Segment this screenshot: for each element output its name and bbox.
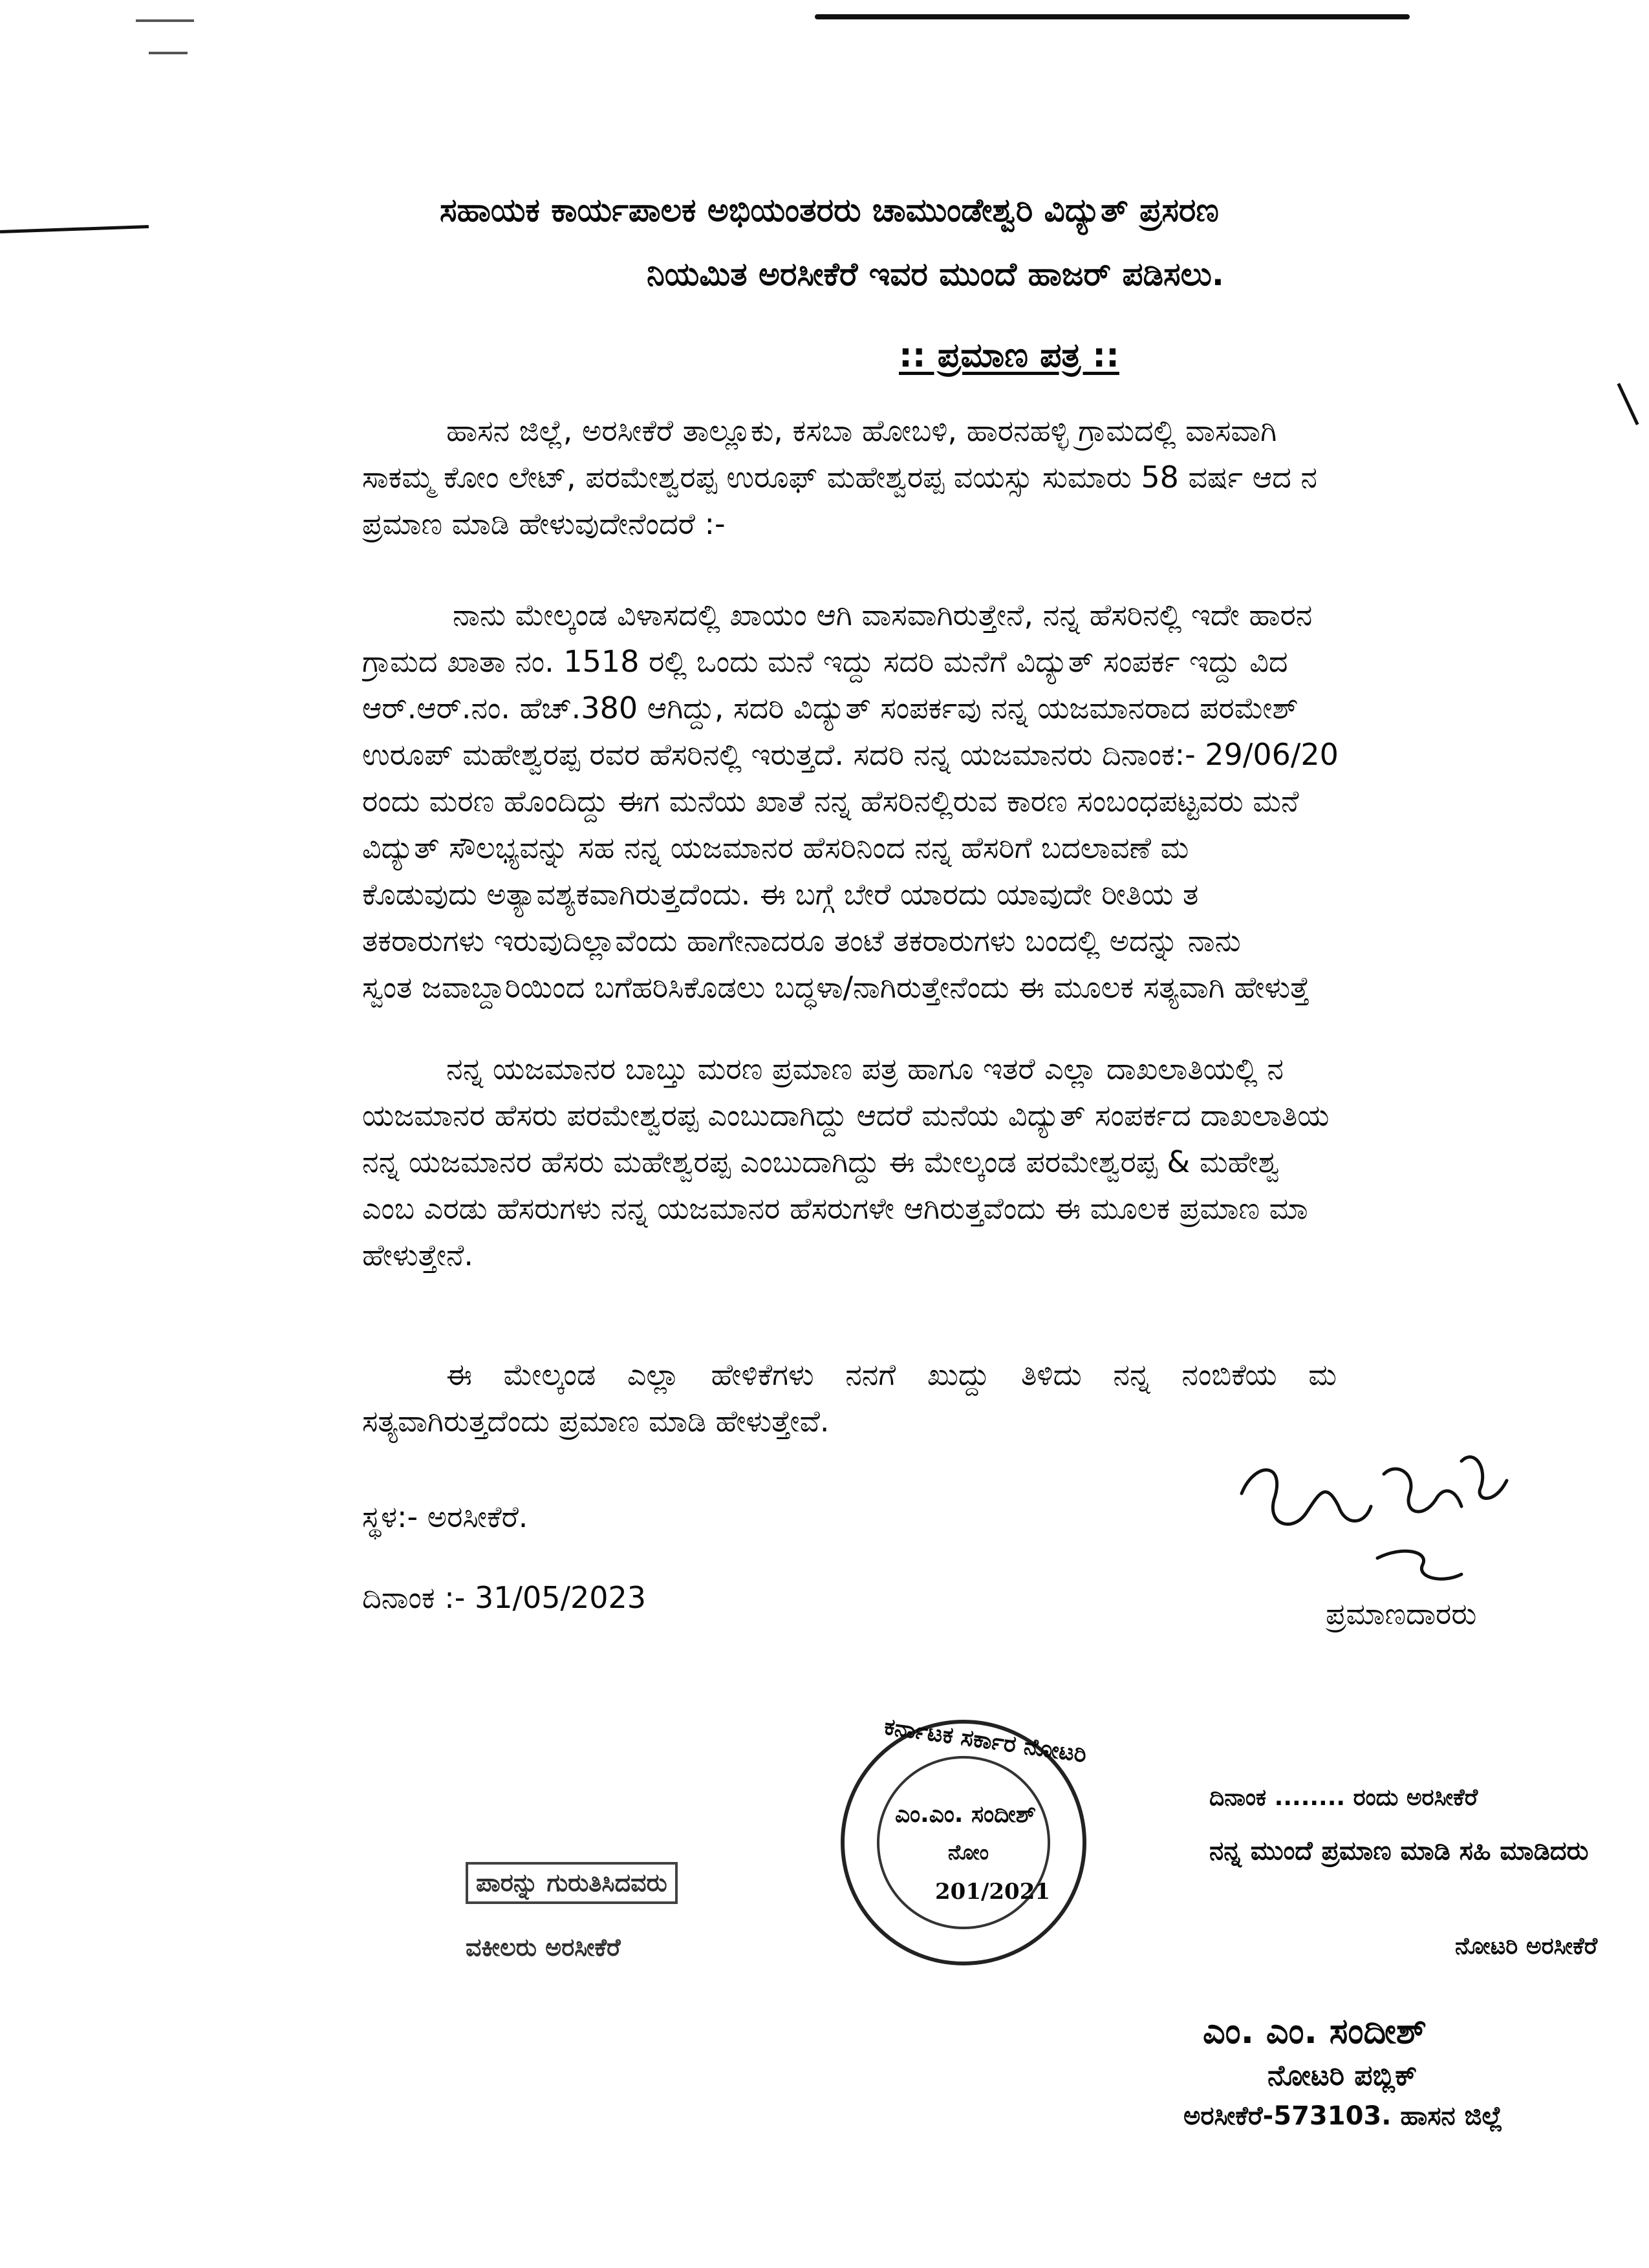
paragraph-line: ನಾನು ಮೇಲ್ಕಂಡ ವಿಳಾಸದಲ್ಲಿ ಖಾಯಂ ಆಗಿ ವಾಸವಾಗಿರುತ್ತೇನೆ, ನನ್ನ ಹೆಸರಿನಲ್ಲಿ ಇದೇ ಹಾರನ: [453, 597, 1313, 632]
paragraph-line: ಗ್ರಾಮದ ಖಾತಾ ನಂ. 1518 ರಲ್ಲಿ ಒಂದು ಮನೆ ಇದ್ದು ಸದರಿ ಮನೆಗೆ ವಿದ್ಯುತ್ ಸಂಪರ್ಕ ಇದ್ದು ವಿದ: [362, 644, 1288, 679]
paragraph-3: [362, 1045, 1649, 1278]
paragraph-line: ತಕರಾರುಗಳು ಇರುವುದಿಲ್ಲಾವೆಂದು ಹಾಗೇನಾದರೂ ತಂಟೆ ತಕರಾರುಗಳು ಬಂದಲ್ಲಿ ಅದನ್ನು ನಾನು: [362, 923, 1241, 958]
addressee-line-2: ನಿಯಮಿತ ಅರಸೀಕೆರೆ ಇವರ ಮುಂದೆ ಹಾಜರ್ ಪಡಿಸಲು.: [647, 255, 1224, 293]
date-line: ದಿನಾಂಕ :- 31/05/2023: [362, 1580, 647, 1615]
notary-title: ನೋಟರಿ ಪಬ್ಲಿಕ್: [1267, 2059, 1417, 2092]
paragraph-4: [362, 1351, 1649, 1444]
paragraph-line: ಹೇಳುತ್ತೇನೆ.: [362, 1237, 473, 1272]
paragraph-line: ಹಾಸನ ಜಿಲ್ಲೆ, ಅರಸೀಕೆರೆ ತಾಲ್ಲೂಕು, ಕಸಬಾ ಹೋಬಳಿ, ಹಾರನಹಳ್ಳಿ ಗ್ರಾಮದಲ್ಲಿ ವಾಸವಾಗಿ: [446, 413, 1277, 448]
scan-mark-left-1: [136, 19, 194, 22]
paragraph-line: ಯಜಮಾನರ ಹೆಸರು ಪರಮೇಶ್ವರಪ್ಪ ಎಂಬುದಾಗಿದ್ದು ಆದರೆ ಮನೆಯ ವಿದ್ಯುತ್ ಸಂಪರ್ಕದ ದಾಖಲಾತಿಯ: [362, 1098, 1330, 1133]
notary-name: ಎಂ. ಎಂ. ಸಂದೀಶ್: [1203, 2011, 1427, 2051]
scan-line-left: [0, 225, 149, 233]
place-line: ಸ್ಥಳ:- ಅರಸೀಕೆರೆ.: [362, 1499, 528, 1534]
paragraph-line: ನನ್ನ ಯಜಮಾನರ ಹೆಸರು ಮಹೇಶ್ವರಪ್ಪ ಎಂಬುದಾಗಿದ್ದು ಈ ಮೇಲ್ಕಂಡ ಪರಮೇಶ್ವರಪ್ಪ & ಮಹೇಶ್ವ: [362, 1144, 1280, 1179]
paragraph-1: [362, 407, 1649, 547]
document-title: :: ಪ್ರಮಾಣ ಪತ್ರ ::: [899, 336, 1119, 375]
scan-mark-left-2: [149, 52, 188, 54]
notary-seal-name: ಎಂ.ಎಂ. ಸಂದೀಶ್: [895, 1801, 1037, 1828]
notary-address: ಅರಸೀಕೆರೆ-573103. ಹಾಸನ ಜಿಲ್ಲೆ: [1183, 2101, 1503, 2131]
paragraph-line: ಪ್ರಮಾಣ ಮಾಡಿ ಹೇಳುವುದೇನೆಂದರೆ :-: [362, 506, 726, 541]
paragraph-line: ಈ ಮೇಲ್ಕಂಡ ಎಲ್ಲಾ ಹೇಳಿಕೆಗಳು ನನಗೆ ಖುದ್ದು ತಿಳಿದು ನನ್ನ ನಂಬಿಕೆಯ ಮ: [446, 1357, 1337, 1392]
identified-stamp-line-1: ಪಾರನ್ನು ಗುರುತಿಸಿದವರು: [466, 1862, 678, 1904]
scan-line-top: [815, 14, 1410, 19]
paragraph-line: ಆರ್.ಆರ್.ನಂ. ಹೆಚ್.380 ಆಗಿದ್ದು, ಸದರಿ ವಿದ್ಯುತ್ ಸಂಪರ್ಕವು ನನ್ನ ಯಜಮಾನರಾದ ಪರಮೇಶ್: [362, 690, 1299, 725]
paragraph-line: ರಂದು ಮರಣ ಹೊಂದಿದ್ದು ಈಗ ಮನೆಯ ಖಾತೆ ನನ್ನ ಹೆಸರಿನಲ್ಲಿರುವ ಕಾರಣ ಸಂಬಂಧಪಟ್ಟವರು ಮನೆ: [362, 784, 1299, 818]
identified-stamp: [466, 1862, 737, 1991]
paragraph-line: ಉರೂಪ್ ಮಹೇಶ್ವರಪ್ಪ ರವರ ಹೆಸರಿನಲ್ಲಿ ಇರುತ್ತದೆ. ಸದರಿ ನನ್ನ ಯಜಮಾನರು ದಿನಾಂಕ:- 29/06/20: [362, 737, 1339, 772]
paragraph-line: ಸತ್ಯವಾಗಿರುತ್ತದೆಂದು ಪ್ರಮಾಣ ಮಾಡಿ ಹೇಳುತ್ತೇವೆ.: [362, 1404, 830, 1439]
notary-seal-reg-label: ನೋಂ: [948, 1840, 989, 1865]
paragraph-line: ನನ್ನ ಯಜಮಾನರ ಬಾಬ್ತು ಮರಣ ಪ್ರಮಾಣ ಪತ್ರ ಹಾಗೂ ಇತರೆ ಎಲ್ಲಾ ದಾಖಲಾತಿಯಲ್ಲಿ ನ: [446, 1051, 1284, 1086]
identified-stamp-line-2: ವಕೀಲರು ಅರಸೀಕೆರೆ: [466, 1933, 621, 1962]
notary-seal: [841, 1713, 1088, 1965]
paragraph-line: ಸ್ವಂತ ಜವಾಬ್ದಾರಿಯಿಂದ ಬಗೆಹರಿಸಿಕೊಡಲು ಬದ್ಧಳಾ/ನಾಗಿರುತ್ತೇನೆಂದು ಈ ಮೂಲಕ ಸತ್ಯವಾಗಿ ಹೇಳುತ್ತೆ: [362, 970, 1310, 1005]
paragraph-line: ಎಂಬ ಎರಡು ಹೆಸರುಗಳು ನನ್ನ ಯಜಮಾನರ ಹೆಸರುಗಳೇ ಆಗಿರುತ್ತವೆಂದು ಈ ಮೂಲಕ ಪ್ರಮಾಣ ಮಾ: [362, 1191, 1308, 1226]
paragraph-line: ವಿದ್ಯುತ್ ಸೌಲಭ್ಯವನ್ನು ಸಹ ನನ್ನ ಯಜಮಾನರ ಹೆಸರಿನಿಂದ ನನ್ನ ಹೆಸರಿಗೆ ಬದಲಾವಣೆ ಮ: [362, 830, 1189, 865]
paragraph-line: ಕೊಡುವುದು ಅತ್ಯಾವಶ್ಯಕವಾಗಿರುತ್ತದೆಂದು. ಈ ಬಗ್ಗೆ ಬೇರೆ ಯಾರದು ಯಾವುದೇ ರೀತಿಯ ತ: [362, 877, 1199, 912]
notary-seal-ring-text: ಕರ್ನಾಟಕ ಸರ್ಕಾರ ನೋಟರಿ: [882, 1713, 1088, 1768]
notary-endorsement-line-3: ನೋಟರಿ ಅರಸೀಕೆರೆ: [1455, 1933, 1598, 1960]
notary-endorsement-line-1: ದಿನಾಂಕ ........ ರಂದು ಅರಸೀಕೆರೆ: [1209, 1784, 1478, 1811]
notary-endorsement-line-2: ನನ್ನ ಮುಂದೆ ಪ್ರಮಾಣ ಮಾಡಿ ಸಹಿ ಮಾಡಿದರು: [1209, 1836, 1589, 1866]
signatory-label: ಪ್ರಮಾಣದಾರರು: [1326, 1596, 1477, 1631]
paragraph-line: ಸಾಕಮ್ಮ ಕೋಂ ಲೇಟ್, ಪರಮೇಶ್ವರಪ್ಪ ಉರೂಫ್ ಮಹೇಶ್ವರಪ್ಪ ವಯಸ್ಸು ಸುಮಾರು 58 ವರ್ಷ ಆದ ನ: [362, 460, 1318, 495]
addressee-line-1: ಸಹಾಯಕ ಕಾರ್ಯಪಾಲಕ ಅಭಿಯಂತರರು ಚಾಮುಂಡೇಶ್ವರಿ ವಿದ್ಯುತ್ ಪ್ರಸರಣ: [440, 191, 1219, 229]
deponent-signature: [1229, 1435, 1526, 1597]
paragraph-2: [362, 592, 1649, 1011]
notary-seal-number: 201/2021: [935, 1879, 1051, 1905]
